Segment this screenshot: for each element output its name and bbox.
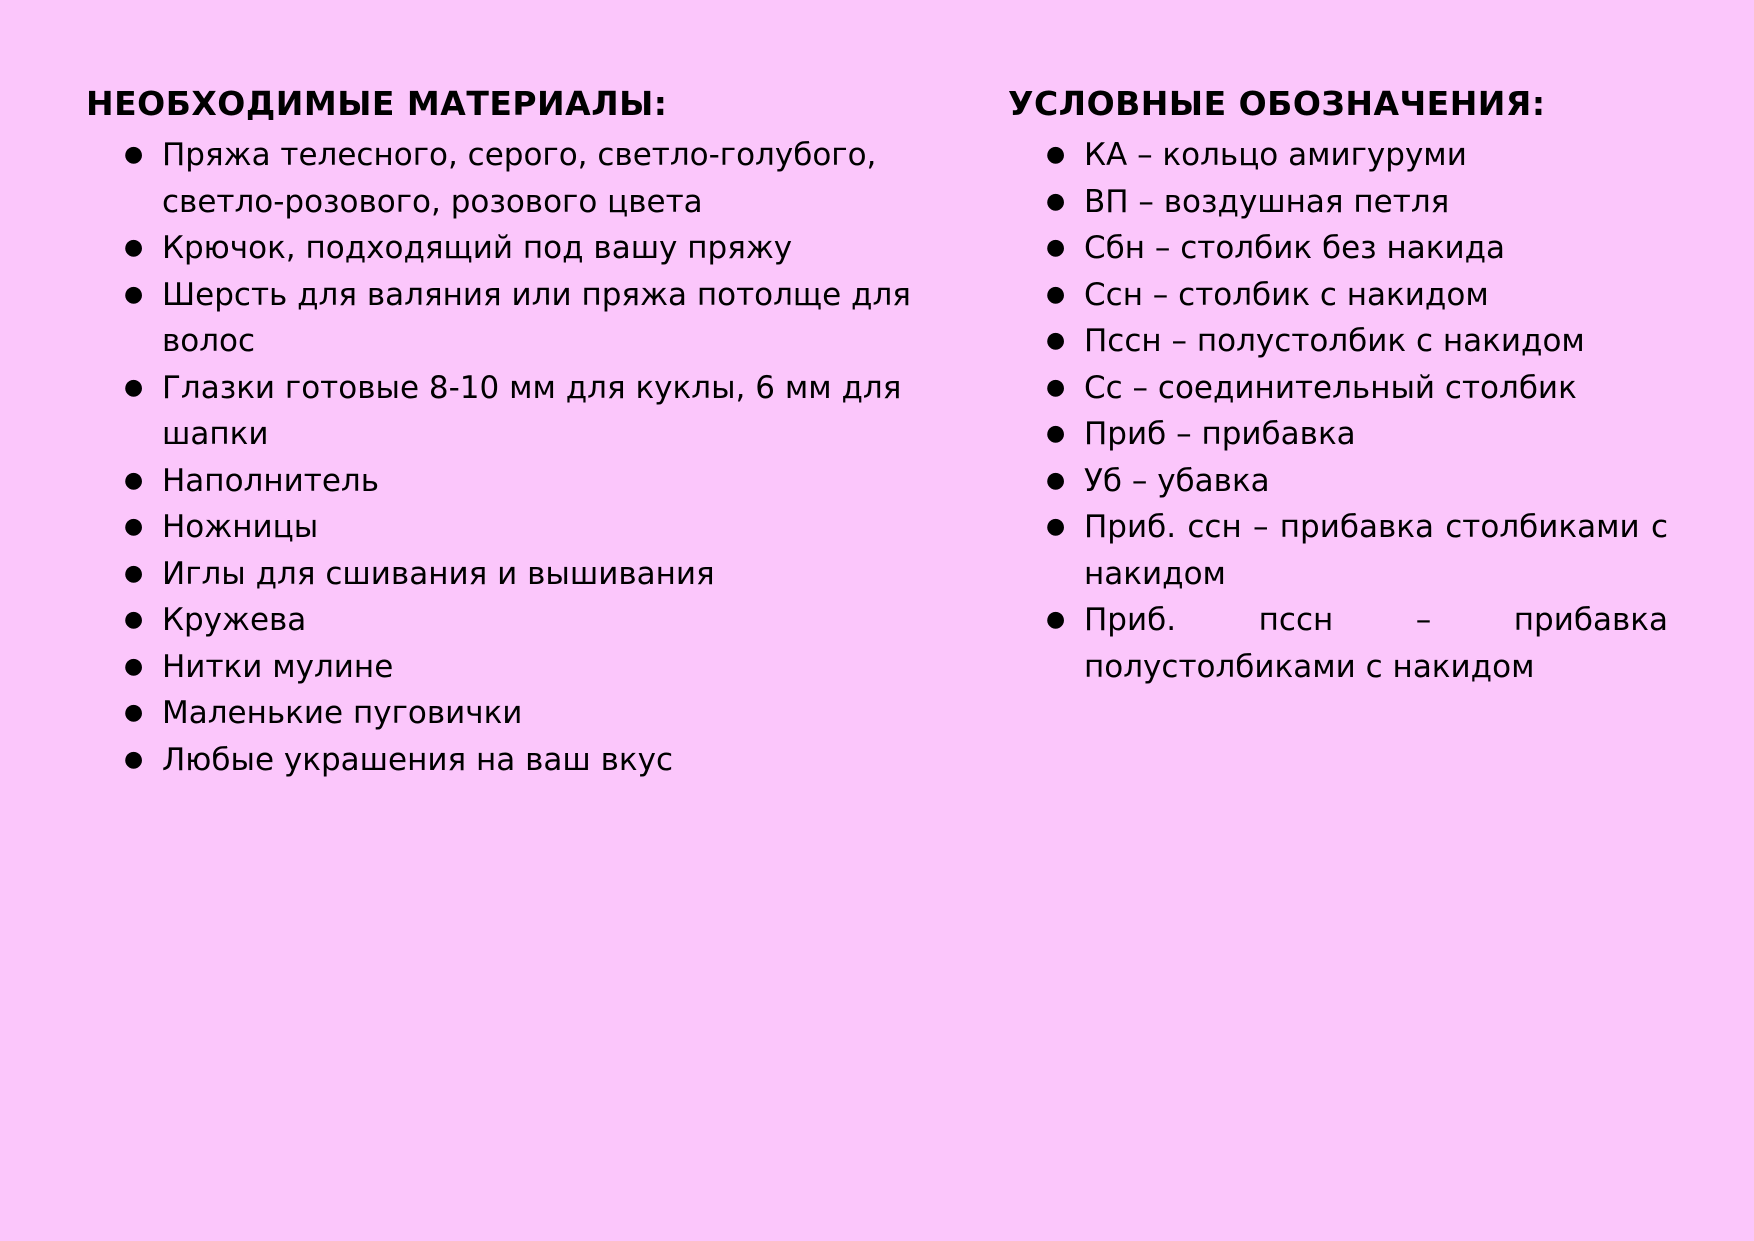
list-item	[86, 597, 916, 644]
list-item-text: Иглы для сшивания и вышивания	[162, 555, 715, 592]
list-item-text: Шерсть для валяния или пряжа потолще для волос	[162, 276, 911, 359]
list-item-text: ВП – воздушная петля	[1084, 183, 1450, 220]
materials-heading: НЕОБХОДИМЫЕ МАТЕРИАЛЫ:	[86, 84, 668, 123]
list-item	[86, 504, 916, 551]
legend-section	[1008, 76, 1668, 690]
list-item	[1008, 504, 1668, 597]
list-item	[1008, 365, 1668, 412]
list-item-text: Глазки готовые 8-10 мм для куклы, 6 мм для шапки	[162, 369, 902, 452]
list-item	[1008, 411, 1668, 458]
materials-list	[86, 132, 916, 783]
bullet-icon: ●	[1046, 188, 1066, 214]
bullet-icon: ●	[124, 700, 144, 725]
bullet-icon: ●	[1046, 281, 1066, 307]
list-item	[86, 132, 916, 225]
list-item-text: Ссн – столбик с накидом	[1084, 276, 1489, 313]
list-item-text: Ножницы	[162, 509, 319, 545]
list-item	[1008, 179, 1668, 226]
list-item-text: Пряжа телесного, серого, светло-голубого, светло-розового, розового цвета	[162, 137, 877, 220]
list-item-text: Сбн – столбик без накида	[1084, 230, 1506, 266]
list-item	[1008, 318, 1668, 365]
list-item-text: Кружева	[162, 602, 307, 638]
bullet-icon: ●	[124, 607, 144, 632]
list-item	[86, 458, 916, 505]
list-item-text: Маленькие пуговички	[162, 695, 523, 731]
list-item	[1008, 458, 1668, 505]
bullet-icon: ●	[1046, 514, 1066, 539]
bullet-icon: ●	[124, 746, 144, 772]
list-item	[86, 644, 916, 691]
bullet-icon: ●	[1046, 421, 1066, 446]
list-item-text: Приб. пссн – прибавка полустолбиками с накидом	[1084, 602, 1668, 685]
list-item	[1008, 132, 1668, 179]
bullet-icon: ●	[124, 653, 144, 679]
bullet-icon: ●	[1046, 467, 1066, 493]
list-item-text: Крючок, подходящий под вашу пряжу	[162, 230, 793, 266]
list-item	[1008, 597, 1668, 690]
bullet-icon: ●	[1046, 235, 1066, 260]
list-item	[1008, 225, 1668, 272]
bullet-icon: ●	[124, 514, 144, 539]
bullet-icon: ●	[1046, 607, 1066, 632]
bullet-icon: ●	[124, 235, 144, 260]
bullet-icon: ●	[1046, 374, 1066, 400]
list-item-text: Любые украшения на ваш вкус	[162, 741, 674, 778]
list-item	[86, 365, 916, 458]
bullet-icon: ●	[124, 467, 144, 493]
list-item-text: Уб – убавка	[1084, 462, 1270, 499]
list-item-text: Пссн – полустолбик с накидом	[1084, 323, 1585, 359]
list-item-text: Наполнитель	[162, 462, 379, 499]
list-item	[86, 690, 916, 737]
legend-list	[1008, 132, 1668, 690]
bullet-icon: ●	[124, 142, 144, 167]
bullet-icon: ●	[124, 560, 144, 586]
list-item	[86, 225, 916, 272]
bullet-icon: ●	[124, 281, 144, 307]
list-item	[1008, 272, 1668, 319]
bullet-icon: ●	[124, 374, 144, 400]
list-item	[86, 737, 916, 784]
list-item	[86, 272, 916, 365]
list-item-text: Нитки мулине	[162, 648, 394, 685]
bullet-icon: ●	[1046, 328, 1066, 353]
legend-heading: УСЛОВНЫЕ ОБОЗНАЧЕНИЯ:	[1008, 84, 1546, 123]
materials-section	[86, 76, 916, 783]
bullet-icon: ●	[1046, 142, 1066, 167]
list-item-text: Сс – соединительный столбик	[1084, 369, 1577, 406]
list-item	[86, 551, 916, 598]
list-item-text: Приб – прибавка	[1084, 416, 1356, 452]
list-item-text: КА – кольцо амигуруми	[1084, 137, 1467, 173]
list-item-text: Приб. ссн – прибавка столбиками с накидом	[1084, 509, 1668, 592]
